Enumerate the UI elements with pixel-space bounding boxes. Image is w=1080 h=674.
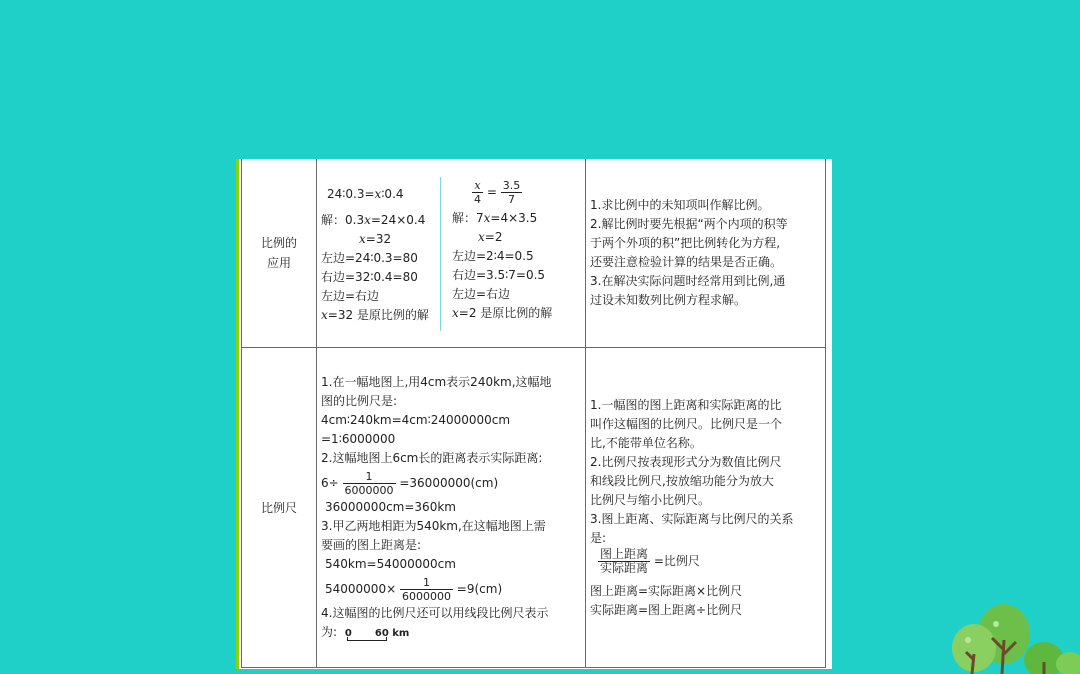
example-line: 为: (321, 625, 338, 639)
row-label-cell (242, 348, 317, 668)
knowledge-table (241, 159, 826, 668)
left-eq-var: x (364, 213, 371, 227)
fraction-denominator: 6000000 (401, 590, 451, 603)
left-eq-line3: =32 (365, 232, 392, 246)
fraction-numerator: 3.5 (502, 179, 521, 192)
note-line: 和线段比例尺,按放缩功能分为放大 (590, 473, 774, 488)
example-line: 540km=54000000cm (325, 557, 456, 571)
example-line: =9(cm) (456, 582, 503, 596)
note-line: 3.图上距离、实际距离与比例尺的关系 (590, 511, 794, 526)
left-eq-line7: =32 是原比例的解 (327, 308, 429, 322)
left-eq-line5: 右边=32∶0.4=80 (321, 270, 418, 284)
scale-bar-line (347, 637, 387, 641)
example-line: 2.这幅地图上6cm长的距离表示实际距离: (321, 451, 543, 465)
fraction-numerator: 1 (343, 470, 396, 484)
fraction-numerator: 1 (400, 576, 453, 590)
formula-line: 图上距离=实际距离×比例尺 (590, 583, 743, 598)
note-line: 叫作这幅图的比例尺。比例尺是一个 (590, 416, 783, 431)
note-line: 于两个外项的积”把比例转化为方程, (590, 236, 781, 250)
example-line: =36000000(cm) (399, 476, 499, 490)
left-eq-line1: 24∶0.3= (327, 187, 375, 201)
left-eq-line2: 解：0.3 (321, 213, 365, 227)
right-eq-var: x (478, 230, 485, 244)
left-eq-line2-tail: =24×0.4 (370, 213, 426, 227)
right-eq-line2: 解：7 (452, 211, 484, 225)
row-label-line1: 比例的 (260, 236, 297, 250)
example-line: 6÷ (321, 476, 339, 490)
example-line: 54000000× (325, 582, 397, 596)
table-row-scale (242, 348, 826, 668)
left-eq-line1-tail: ∶0.4 (381, 187, 404, 201)
example-line: 要画的图上距离是: (321, 538, 422, 552)
right-equation-block (452, 179, 552, 323)
example-line: 4cm∶240km=4cm∶24000000cm (321, 413, 511, 427)
example-line: 1.在一幅地图上,用4cm表示240km,这幅地 (321, 375, 552, 389)
right-eq-line7: =2 是原比例的解 (458, 306, 553, 320)
line-scale-bar (341, 624, 410, 642)
example-line: 3.甲乙两地相距为540km,在这幅地图上需 (321, 519, 546, 533)
right-eq-line5: 右边=3.5∶7=0.5 (452, 268, 546, 282)
scale-label-60km: 60 km (374, 627, 410, 639)
right-eq-var: x (452, 306, 459, 320)
formula-denominator: 实际距离 (600, 560, 649, 575)
formula-tail: =比例尺 (653, 553, 700, 568)
note-line: 比,不能带单位名称。 (590, 435, 702, 450)
left-eq-line6: 左边=右边 (321, 289, 380, 303)
note-line: 1.求比例中的未知项叫作解比例。 (590, 198, 770, 212)
note-line: 2.比例尺按表现形式分为数值比例尺 (590, 454, 782, 469)
document-page (236, 159, 832, 669)
page-left-edge (236, 159, 239, 669)
left-eq-var: x (359, 232, 366, 246)
left-equation-block (321, 185, 429, 325)
right-eq-line2-tail: =4×3.5 (490, 211, 538, 225)
note-line: 3.在解决实际问题时经常用到比例,通 (590, 274, 786, 288)
example-cell (317, 348, 586, 668)
note-line: 过设未知数列比例方程求解。 (590, 293, 747, 307)
example-line: 36000000cm=360km (325, 500, 456, 514)
fraction-numerator: x (472, 179, 483, 193)
example-line: 4.这幅图的比例尺还可以用线段比例尺表示 (321, 606, 549, 620)
right-eq-line6: 左边=右边 (452, 287, 511, 301)
example-cell (317, 159, 586, 348)
notes-cell (586, 159, 826, 348)
example-line: 图的比例尺是: (321, 394, 398, 408)
tree-decoration-icon (944, 598, 1080, 674)
example-line: =1∶6000000 (321, 432, 396, 446)
scale-label-zero: 0 (344, 627, 352, 639)
formula-line: 实际距离=图上距离÷比例尺 (590, 602, 743, 617)
note-line: 是: (590, 530, 607, 545)
fraction-denominator: 7 (507, 193, 515, 206)
row-label: 比例尺 (260, 500, 297, 515)
notes-cell (586, 348, 826, 668)
column-divider (440, 177, 441, 331)
left-eq-var: x (374, 187, 382, 201)
note-line: 还要注意检验计算的结果是否正确。 (590, 255, 783, 269)
fraction-denominator: 4 (474, 193, 481, 206)
equals-sign: = (486, 185, 497, 199)
note-line: 比例尺与缩小比例尺。 (590, 492, 711, 507)
fraction-denominator: 6000000 (344, 484, 394, 497)
row-label-line2: 应用 (266, 256, 291, 270)
table-row-proportion-application (242, 159, 826, 348)
note-line: 2.解比例时要先根据“两个内项的积等 (590, 217, 788, 231)
right-eq-line3: =2 (484, 230, 503, 244)
left-eq-var: x (321, 308, 328, 322)
left-eq-line4: 左边=24∶0.3=80 (321, 251, 418, 265)
row-label-cell (242, 159, 317, 348)
right-eq-line4: 左边=2∶4=0.5 (452, 249, 534, 263)
formula-numerator: 图上距离 (600, 546, 649, 561)
note-line: 1.一幅图的图上距离和实际距离的比 (590, 397, 782, 412)
right-eq-var: x (483, 211, 491, 225)
